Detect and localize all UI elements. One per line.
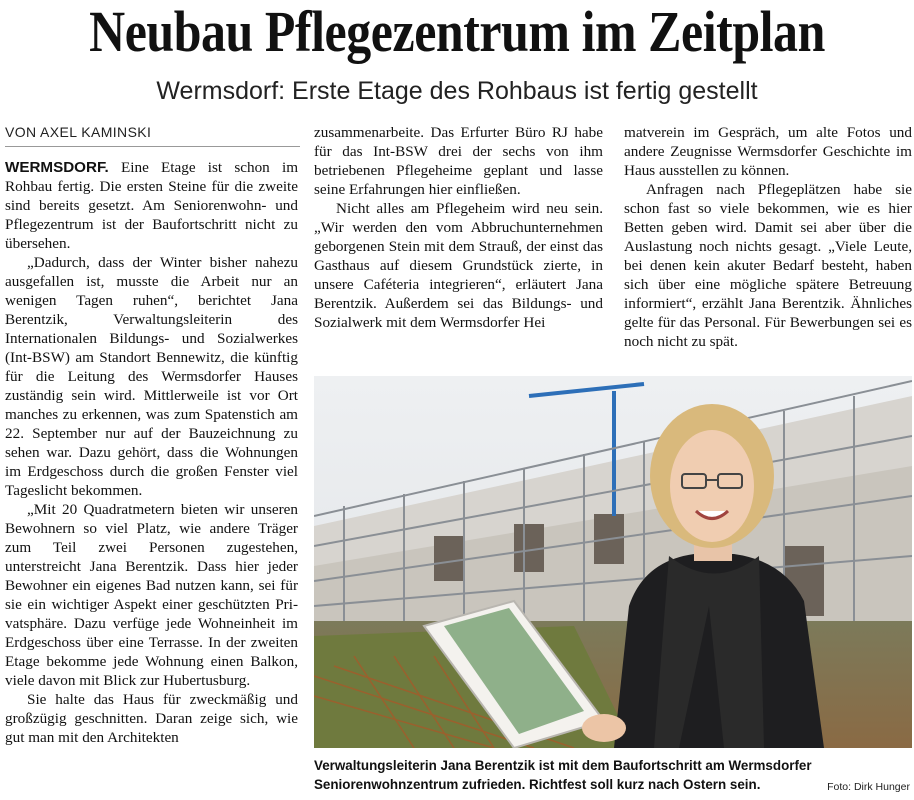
article-column-3 xyxy=(624,123,912,351)
article-column-1 xyxy=(5,158,298,747)
paragraph: „Mit 20 Quadratmetern bieten wir unseren Bewohnern so viel Platz, wie andere Träger zum Teil zwei Personen zugestehen, unterstreicht Jana Berentzik. Dass hier jeder Bewohner ein eigenes Bad nutzen kann, sei für sie ein wichtiger Aspekt einer geschützten Privatsphäre. Dazu verfüge jede Wohneinheit im Erdgeschoss über eine Terrasse. In der zweiten Etage bekomme jede Wohnung einen Balkon, viele davon mit Blick zur Hubertusburg. xyxy=(5,501,298,689)
byline: VON AXEL KAMINSKI xyxy=(5,124,152,140)
paragraph xyxy=(5,158,298,253)
photo-credit: Foto: Dirk Hunger xyxy=(827,781,910,793)
paragraph: Anfragen nach Pflegeplätzen habe sie schon fast so viele bekommen, wie es hier Betten geben wird. Damit sei aber über die Auslastung noch nichts gesagt. „Viele Leute, bei denen kein akuter Bedarf besteht, haben sich über eine mögliche spätere Betreuung informiert“, erzählt Jana Berentzik. Ähnliches gelte für das Personal. Für Bewerbungen sei es noch nicht zu spät. xyxy=(624,181,912,350)
dateline: WERMSDORF. xyxy=(5,159,109,176)
photo-caption: Verwaltungsleiterin Jana Berentzik ist mit dem Baufortschritt am Wermsdorfer Seniorenwohnzentrum zufrieden. Richtfest soll kurz nach Ostern sein. xyxy=(314,758,812,792)
paragraph: Nicht alles am Pflegeheim wird neu sein. „Wir werden den vom Abbruchunternehmen geborgenen Stein mit dem Strauß, der einst das Gasthaus auf diesem Grundstück zierte, in unsere Caféteria integrieren“, erläutert Jana Berentzik. Außerdem sei das Bildungs- und Sozialwerk mit dem Wermsdorfer Hei xyxy=(314,200,603,331)
headline: Neubau Pflegezentrum im Zeitplan xyxy=(89,0,825,64)
paragraph: „Dadurch, dass der Winter bisher nahezu ausgefallen ist, musste die Arbeit nur an wenigen Tagen ruhen“, berichtet Jana Berentzik, Verwaltungsleiterin des Internationalen Bildungs- und Sozialwerkes (Int-BSW) am Standort Bennewitz, die künftig für die Leitung des Wermsdorfer Hauses zuständig sein wird. Mittlerweile ist vor Ort manches zu erkennen, was zum Spatenstich am 22. September nur auf der Bauzeichnung zu sehen war. Dazu gehört, dass die Wohnungen im Erdgeschoss durch die großen Fenster viel Tageslicht bekommen. xyxy=(5,254,298,499)
paragraph: matverein im Gespräch, um alte Fotos und andere Zeugnisse Wermsdorfer Geschichte im Haus ausstellen zu können. xyxy=(624,124,912,179)
byline-divider xyxy=(5,146,300,147)
construction-site-photo xyxy=(314,376,912,748)
paragraph: zusammenarbeite. Das Erfurter Büro RJ habe für das Int-BSW drei der sechs von ihm betriebenen Pflegeheime geplant und lasse seine Erfahrungen hier einfließen. xyxy=(314,124,603,198)
subheadline: Wermsdorf: Erste Etage des Rohbaus ist fertig gestellt xyxy=(156,77,758,105)
article-column-2 xyxy=(314,123,603,332)
paragraph-text: Eine Etage ist schon im Rohbau fertig. Die ersten Steine für die zweite sind bereits gesetzt. Am Seniorenwohn- und Pflegezentrum ist der Baufortschritt nicht zu übersehen. xyxy=(5,159,299,252)
photo-illustration xyxy=(314,376,912,748)
paragraph: Sie halte das Haus für zweckmäßig und großzügig geschnitten. Daran zeige sich, wie gut man mit den Architekten xyxy=(5,691,298,746)
